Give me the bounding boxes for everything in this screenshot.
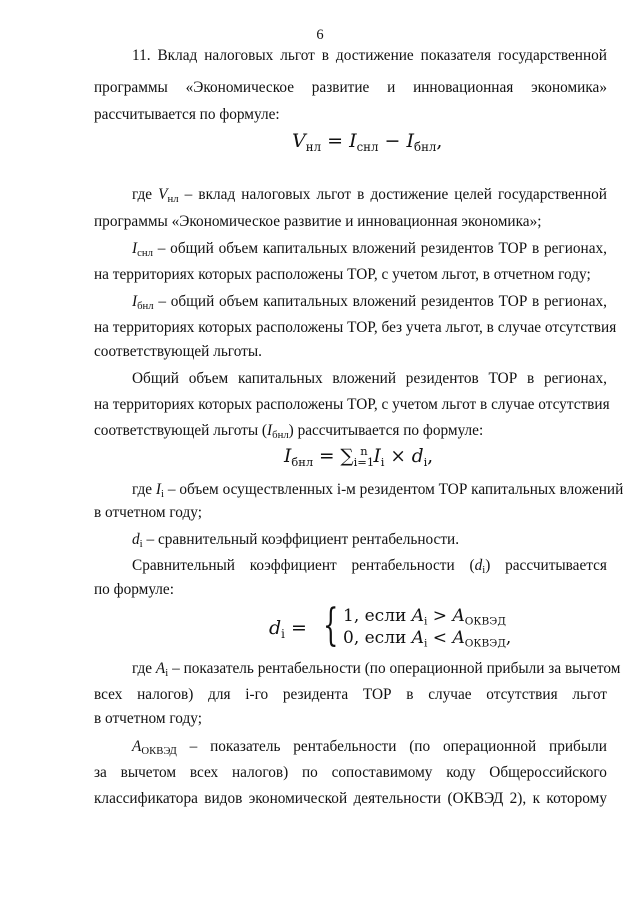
word: и [387,79,396,96]
def-icnl-line-2: на территориях которых расположены ТОР, с учетом льгот, в отчетном году; [94,266,591,283]
word: развитие [311,79,370,96]
p11-line-2 [94,78,607,97]
formula-ibnl: $I_{бнл} = \sum_{i=1}^n$ $I_i \times d_i$, [284,444,434,469]
def-ibnl-line-1: $I_{бнл}$ – общий объем капитальных вложений резидентов ТОР в регионах, [132,293,607,313]
formula-di-piecewise: $d_i$ = { 1, если $A_i > A_{ОКВЭД}$ 0, если $A_i < A_{ОКВЭД}$, [269,600,512,651]
def-vnl-line-2: программы «Экономическое развитие и инновационная экономика»; [94,213,542,230]
def-aokved-line-1: $A_{ОКВЭД}$ – показатель рентабельности (по операционной прибыли [132,738,607,758]
formula-vnl: $V_{нл} = I_{снл} - I_{бнл}$, [292,130,443,155]
def-ii-line-1: где $I_i$ – объем осуществленных i-м резидентом ТОР капитальных вложений [132,481,624,501]
word: программы [94,79,168,96]
p11-line-1: 11. Вклад налоговых льгот в достижение показателя государственной [132,47,607,64]
def-aokved-line-3: классификатора видов экономической деятельности (ОКВЭД 2), к которому [94,790,607,807]
def-ii-line-2: в отчетном году; [94,504,202,521]
def-di-line: $d_i$ – сравнительный коэффициент рентабельности. [132,531,460,551]
p-comp-line-2: по формуле: [94,581,174,598]
page-number: 6 [316,27,324,43]
word: экономика» [531,79,607,96]
p-total-line-3: соответствующей льготы $(I_{бнл})$ рассчитывается по формуле: [94,422,484,442]
def-ibnl-line-3: соответствующей льготы. [94,343,262,360]
def-ibnl-line-2: на территориях которых расположены ТОР, без учета льгот, в случае отсутствия [94,319,617,336]
def-ai-line-1: где $A_i$ – показатель рентабельности (по операционной прибыли за вычетом [132,660,621,680]
word: инновационная [413,79,514,96]
p-total-line-2: на территориях которых расположены ТОР, с учетом льгот в случае отсутствия [94,396,610,413]
p-total-line-1: Общий объем капитальных вложений резидентов ТОР в регионах, [132,370,607,387]
word: «Экономическое [185,79,295,96]
def-aokved-line-2: за вычетом всех налогов) по сопоставимому коду Общероссийского [94,764,607,781]
def-icnl-line-1: $I_{снл}$ – общий объем капитальных вложений резидентов ТОР в регионах, [132,240,607,260]
p11-line-3: рассчитывается по формуле: [94,106,280,123]
def-ai-line-3: в отчетном году; [94,710,202,727]
p-comp-line-1: Сравнительный коэффициент рентабельности $(d_i)$ рассчитывается [132,557,607,577]
def-ai-line-2: всех налогов) для i-го резидента ТОР в случае отсутствия льгот [94,686,607,703]
brace-icon: { [323,600,339,651]
def-vnl-line-1: где $V_{нл}$ – вклад налоговых льгот в достижение целей государственной [132,186,607,206]
